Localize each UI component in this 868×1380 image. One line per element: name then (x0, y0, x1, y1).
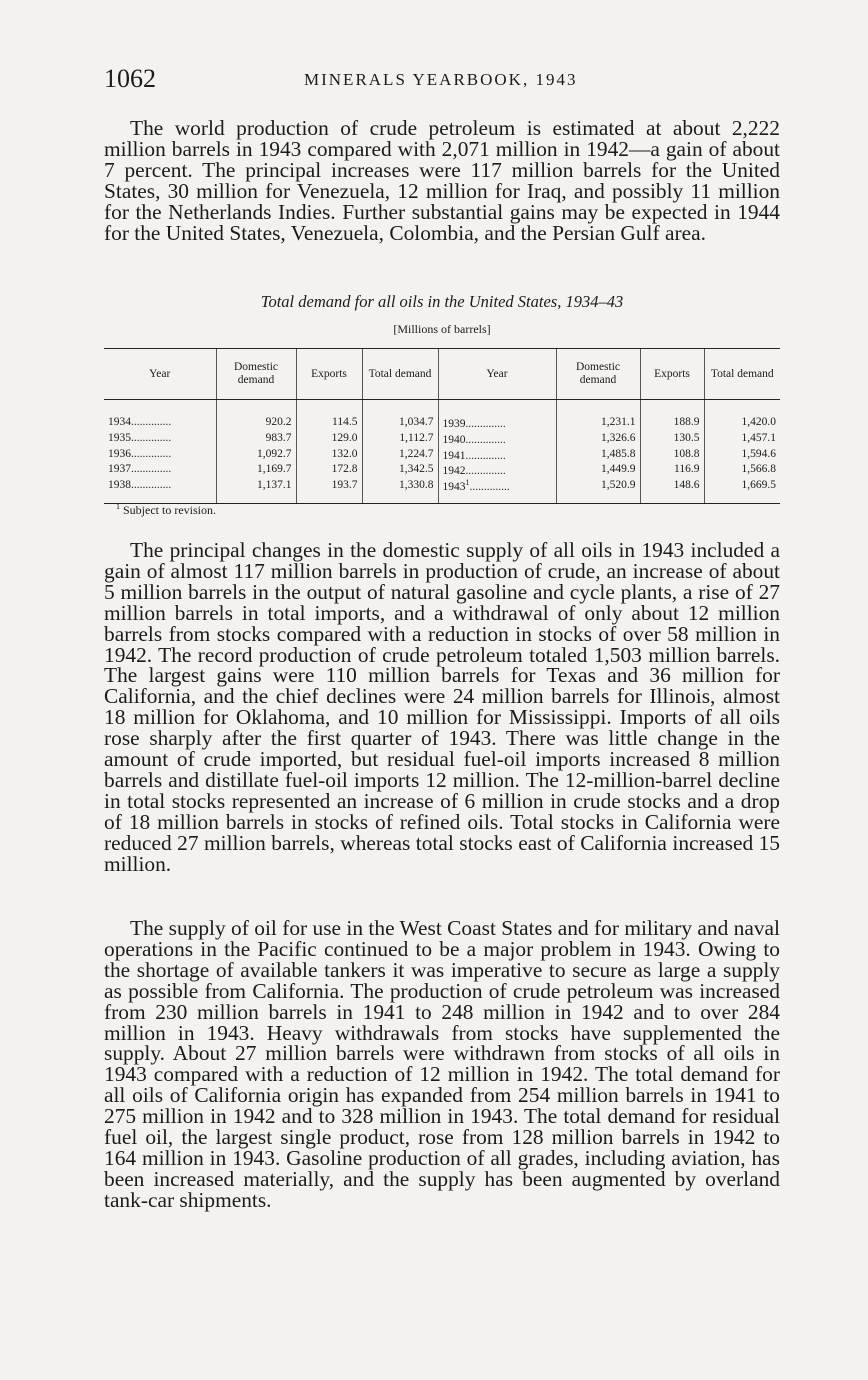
header-year: Year (438, 349, 556, 400)
header-exports: Exports (640, 349, 704, 400)
domestic-demand-cell: 1,485.8 (556, 446, 640, 462)
header-total-demand: Total demand (362, 349, 438, 400)
year-cell: 1942.............. (438, 461, 556, 477)
year-cell: 1941.............. (438, 446, 556, 462)
table-row (104, 430, 780, 446)
paragraph-west-coast-supply: The supply of oil for use in the West Coast States and for military and naval operations in the Pacific continued to be a major problem in 1943. Owing to the shortage of available tankers it was imperative to secure as large a supply as possible from California. The production of crude petroleum was increased from 230 million barrels in 1941 to 248 million in 1942 and to over 284 million in 1943. Heavy withdrawals from stocks have supplemented the supply. About 27 million barrels were withdrawn from stocks of all oils in 1943 compared with a reduction of 12 million in 1942. The total demand for all oils of California origin has expanded from 254 million barrels in 1941 to 275 million in 1942 and to 328 million in 1943. The total demand for residual fuel oil, the largest single product, rose from 128 million barrels in 1942 to 164 million in 1943. Gasoline production of all grades, including aviation, has been increased materially, and the supply has been augmented by overland tank-car shipments. (104, 916, 780, 1212)
table-row (104, 446, 780, 462)
exports-cell: 172.8 (296, 461, 362, 477)
footnote-text: Subject to revision. (123, 503, 216, 517)
page-number: 1062 (104, 64, 156, 93)
year-cell: 1935.............. (108, 431, 172, 444)
year-cell: 1938.............. (104, 477, 216, 503)
demand-table (104, 348, 780, 504)
exports-cell: 130.5 (640, 430, 704, 446)
footnote-mark: 1 (116, 502, 120, 511)
total-demand-cell: 1,566.8 (704, 461, 780, 477)
domestic-demand-cell: 1,520.9 (556, 477, 640, 503)
header-year: Year (104, 349, 216, 400)
year-cell: 1939.............. (438, 400, 556, 430)
table-title: Total demand for all oils in the United States, 1934–43 (260, 292, 624, 311)
total-demand-cell: 1,034.7 (362, 400, 438, 430)
exports-cell: 114.5 (296, 400, 362, 430)
total-demand-cell: 1,342.5 (362, 461, 438, 477)
exports-cell: 148.6 (640, 477, 704, 503)
table-row (104, 477, 780, 503)
table-unit: [Millions of barrels] (393, 322, 491, 336)
header-domestic-demand: Domestic demand (556, 349, 640, 400)
total-demand-cell: 1,594.6 (704, 446, 780, 462)
exports-cell: 132.0 (296, 446, 362, 462)
domestic-demand-cell: 1,092.7 (216, 446, 296, 462)
domestic-demand-cell: 920.2 (216, 400, 296, 430)
domestic-demand-cell: 1,449.9 (556, 461, 640, 477)
domestic-demand-cell: 1,169.7 (216, 461, 296, 477)
total-demand-cell: 1,457.1 (704, 430, 780, 446)
year-cell: 1943$^1$.............. (438, 477, 556, 503)
header-total-demand: Total demand (704, 349, 780, 400)
year-cell: 1937.............. (108, 463, 172, 476)
table-row (104, 400, 780, 430)
domestic-demand-cell: 1,137.1 (216, 477, 296, 503)
table-footnote (116, 502, 216, 518)
year-cell: 1936.............. (108, 447, 172, 460)
total-demand-cell: 1,330.8 (362, 477, 438, 503)
paragraph-world-production: The world production of crude petroleum is estimated at about 2,222 million barrels in 1943 compared with 2,071 million in 1942—a gain of about 7 percent. The principal increases were 117 million barrels for the United States, 30 million for Venezuela, 12 million for Iraq, and possibly 11 million for the Netherlands Indies. Further substantial gains may be expected in 1944 for the United States, Venezuela, Colombia, and the Persian Gulf area. (104, 116, 780, 245)
header-domestic-demand: Domestic demand (216, 349, 296, 400)
running-head: MINERALS YEARBOOK, 1943 (304, 70, 578, 89)
exports-cell: 188.9 (640, 400, 704, 430)
total-demand-cell: 1,224.7 (362, 446, 438, 462)
paragraph-domestic-supply: The principal changes in the domestic supply of all oils in 1943 included a gain of almost 117 million barrels in production of crude, an increase of about 5 million barrels in the output of natural gasoline and cycle plants, a rise of 27 million barrels in total imports, and a withdrawal of only about 12 million barrels from stocks compared with a reduction in stocks of over 58 million in 1942. The record production of crude petroleum totaled 1,503 million barrels. The largest gains were 110 million barrels for Texas and 36 million for California, and the chief declines were 24 million barrels for Illinois, almost 18 million for Oklahoma, and 10 million for Mississippi. Imports of all oils rose sharply after the first quarter of 1943. There was little change in the amount of crude imported, but residual fuel-oil imports increased 8 million barrels and distillate fuel-oil imports 12 million. The 12-million-barrel decline in total stocks represented an increase of 6 million in crude stocks and a drop of 18 million barrels in stocks of refined oils. Total stocks in California were reduced 27 million barrels, whereas total stocks east of California increased 15 million. (104, 538, 780, 876)
exports-cell: 193.7 (296, 477, 362, 503)
page-header (104, 64, 784, 96)
domestic-demand-cell: 1,231.1 (556, 400, 640, 430)
exports-cell: 116.9 (640, 461, 704, 477)
table-row (104, 461, 780, 477)
table-header-row (104, 349, 780, 400)
domestic-demand-cell: 983.7 (216, 430, 296, 446)
year-cell: 1940.............. (438, 430, 556, 446)
total-demand-cell: 1,420.0 (704, 400, 780, 430)
total-demand-cell: 1,669.5 (704, 477, 780, 503)
exports-cell: 129.0 (296, 430, 362, 446)
domestic-demand-cell: 1,326.6 (556, 430, 640, 446)
year-cell: 1934.............. (108, 415, 172, 428)
exports-cell: 108.8 (640, 446, 704, 462)
header-exports: Exports (296, 349, 362, 400)
total-demand-cell: 1,112.7 (362, 430, 438, 446)
